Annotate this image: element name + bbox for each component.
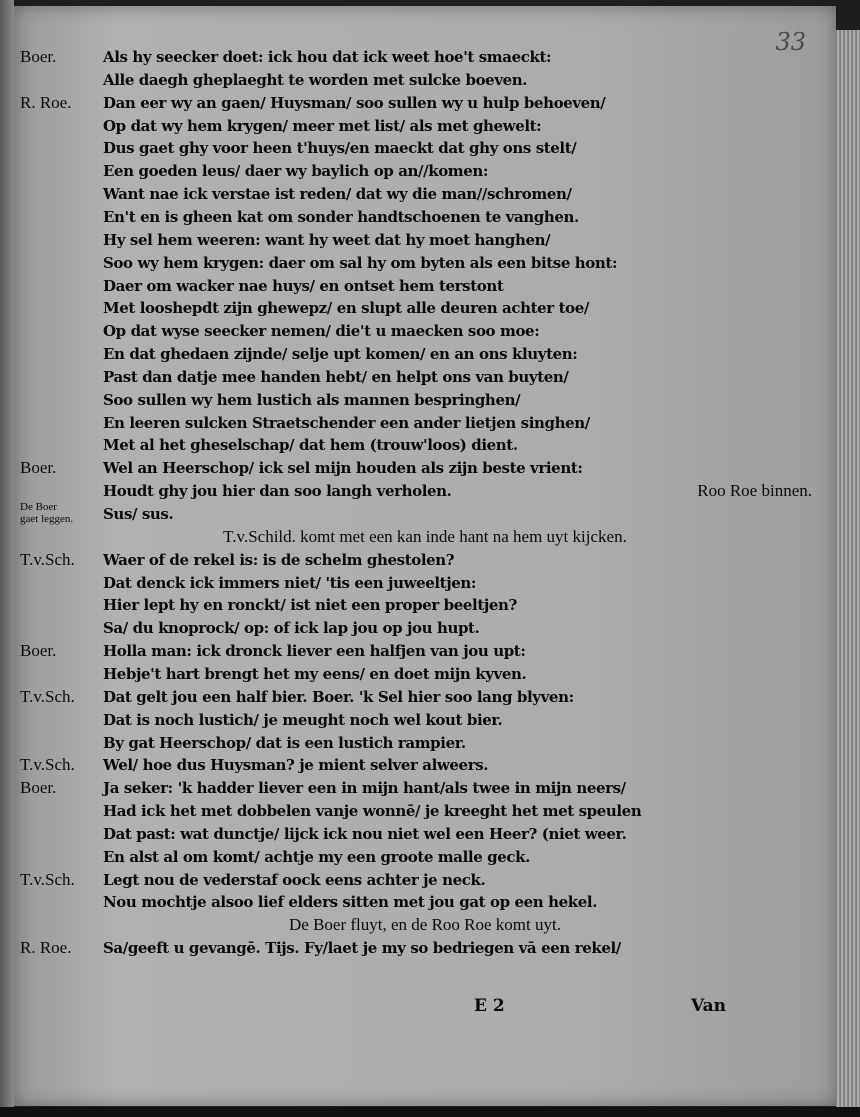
verse-text: Soo sullen wy hem lustich als mannen bespringhen/: [103, 390, 521, 409]
verse-text: Had ick het met dobbelen vanje wonnē/ je kreeght het met speulen: [103, 802, 642, 821]
verse-text: Op dat wy hem krygen/ meer met list/ als met ghewelt:: [103, 116, 542, 135]
verse-text: Op dat wyse seecker nemen/ die't u maecken soo moe:: [103, 322, 540, 341]
verse-line: [14, 594, 836, 616]
speaker-label: T.v.Sch.: [20, 549, 75, 569]
verse-line: [14, 754, 836, 776]
speaker-label: Boer.: [20, 458, 57, 478]
speaker-label: R. Roe.: [20, 938, 72, 958]
verse-text: Een goeden leus/ daer wy baylich op an//komen:: [103, 162, 489, 181]
verse-line: [14, 297, 836, 319]
verse-text: Dat gelt jou een half bier. Boer. 'k Sel hier soo lang blyven:: [103, 687, 574, 706]
verse-text: Sa/geeft u gevangē. Tijs. Fy/laet je my so bedriegen vā een rekel/: [103, 939, 621, 958]
verse-line: [14, 46, 836, 68]
verse-text: Wel an Heerschop/ ick sel mijn houden als zijn beste vrient:: [103, 459, 583, 478]
verse-line: [14, 869, 836, 891]
verse-text: En't en is gheen kat om sonder handtschoenen te vanghen.: [103, 207, 579, 226]
verse-text: Hier lept hy en ronckt/ ist niet een proper beeltjen?: [103, 596, 517, 615]
verse-text: En alst al om komt/ achtje my een groote malle geck.: [103, 847, 530, 866]
verse-line: [14, 937, 836, 959]
stage-direction: De Boer fluyt, en de Roo Roe komt uyt.: [289, 915, 561, 935]
verse-text: Hebje't hart brengt het my eens/ en doet mijn kyven.: [103, 664, 527, 683]
verse-text: Hy sel hem weeren: want hy weet dat hy moet hanghen/: [103, 230, 551, 249]
verse-line: [14, 846, 836, 868]
verse-text: Nou mochtje alsoo lief elders sitten met jou gat op een hekel.: [103, 893, 598, 912]
verse-line: [14, 343, 836, 365]
verse-line: [14, 137, 836, 159]
verse-text: Want nae ick verstae ist reden/ dat wy die man//schromen/: [103, 185, 572, 204]
verse-text: Met al het gheselschap/ dat hem (trouw'loos) dient.: [103, 436, 518, 455]
verse-text: Ja seker: 'k hadder liever een in mijn hant/als twee in mijn neers/: [103, 779, 626, 798]
verse-line: [14, 229, 836, 251]
signature-mark: E 2: [474, 996, 505, 1016]
verse-line: [14, 914, 836, 936]
verse-text: En leeren sulcken Straetschender een ander lietjen singhen/: [103, 413, 590, 432]
verse-text: Sus/ sus.: [103, 505, 174, 523]
verse-text: En dat ghedaen zijnde/ selje upt komen/ en an ons kluyten:: [103, 345, 578, 364]
verse-line: [14, 115, 836, 137]
speaker-label: R. Roe.: [20, 92, 72, 112]
verse-text: Dat past: wat dunctje/ lijck ick nou niet wel een Heer? (niet weer.: [103, 824, 627, 843]
verse-line: [14, 434, 836, 456]
verse-line: [14, 69, 836, 91]
speaker-label: Boer.: [20, 778, 57, 798]
verse-line: [14, 891, 836, 913]
verse-text: Met looshepdt zijn ghewepz/ en slupt alle deuren achter toe/: [103, 299, 589, 318]
book-gutter: [0, 0, 14, 1117]
verse-line: [14, 457, 836, 479]
verse-line: [14, 640, 836, 662]
verse-text: Dat denck ick immers niet/ 'tis een juweeltjen:: [103, 573, 477, 592]
verse-line: [14, 777, 836, 799]
verse-text: By gat Heerschop/ dat is een lustich rampier.: [103, 733, 466, 752]
verse-line: [14, 709, 836, 731]
verse-line: [14, 160, 836, 182]
verse-text: Alle daegh gheplaeght te worden met sulcke boeven.: [103, 70, 528, 89]
verse-text: Waer of de rekel is: is de schelm ghestolen?: [103, 550, 455, 569]
verse-line: [14, 206, 836, 228]
verse-text: Soo wy hem krygen: daer om sal hy om byten als een bitse hont:: [103, 253, 618, 272]
scan-border: [0, 1107, 860, 1117]
verse-line: [14, 526, 836, 548]
verse-line: [14, 732, 836, 754]
page-number: 33: [775, 28, 806, 56]
verse-text: Als hy seecker doet: ick hou dat ick weet hoe't smaeckt:: [103, 48, 552, 66]
verse-line: [14, 572, 836, 594]
verse-text: Wel/ hoe dus Huysman? je mient selver alweers.: [103, 756, 489, 775]
verse-line: [14, 663, 836, 685]
verse-line: [14, 412, 836, 434]
verse-line: [14, 92, 836, 114]
speaker-label: T.v.Sch.: [20, 686, 75, 706]
verse-line: [14, 549, 836, 571]
stage-direction: Roo Roe binnen.: [697, 481, 812, 501]
verse-text: Holla man: ick dronck liever een halfjen van jou upt:: [103, 642, 526, 661]
verse-line: [14, 686, 836, 708]
verse-line: [14, 823, 836, 845]
speaker-label: De Boer gaet leggen.: [20, 501, 74, 525]
speaker-label: Boer.: [20, 641, 57, 661]
verse-line: [14, 389, 836, 411]
verse-text: Dan eer wy an gaen/ Huysman/ soo sullen wy u hulp behoeven/: [103, 93, 606, 112]
verse-text: Dat is noch lustich/ je meught noch wel kout bier.: [103, 710, 503, 729]
verse-text: Sa/ du knoprock/ op: of ick lap jou op jou hupt.: [103, 619, 480, 638]
verse-line: [14, 275, 836, 297]
verse-line: [14, 183, 836, 205]
verse-text: Legt nou de vederstaf oock eens achter je neck.: [103, 870, 486, 889]
verse-text: Houdt ghy jou hier dan soo langh verholen.: [103, 482, 452, 501]
book-page: [14, 6, 836, 1106]
stage-direction: T.v.Schild. komt met een kan inde hant na hem uyt kijcken.: [223, 526, 627, 546]
verse-text: Dus gaet ghy voor heen t'huys/en maeckt dat ghy ons stelt/: [103, 139, 577, 158]
speaker-label: Boer.: [20, 47, 57, 66]
speaker-label: T.v.Sch.: [20, 755, 75, 775]
catchword: Van: [690, 996, 726, 1016]
verse-line: [14, 320, 836, 342]
verse-line: [14, 617, 836, 639]
speaker-label: T.v.Sch.: [20, 869, 75, 889]
page-edges: [836, 30, 860, 1117]
verse-line: [14, 800, 836, 822]
verse-line: [14, 366, 836, 388]
verse-line: [14, 252, 836, 274]
verse-line: [14, 480, 836, 502]
verse-line: [14, 503, 836, 525]
verse-text: Daer om wacker nae huys/ en ontset hem terstont: [103, 276, 504, 295]
verse-text: Past dan datje mee handen hebt/ en helpt ons van buyten/: [103, 367, 569, 386]
